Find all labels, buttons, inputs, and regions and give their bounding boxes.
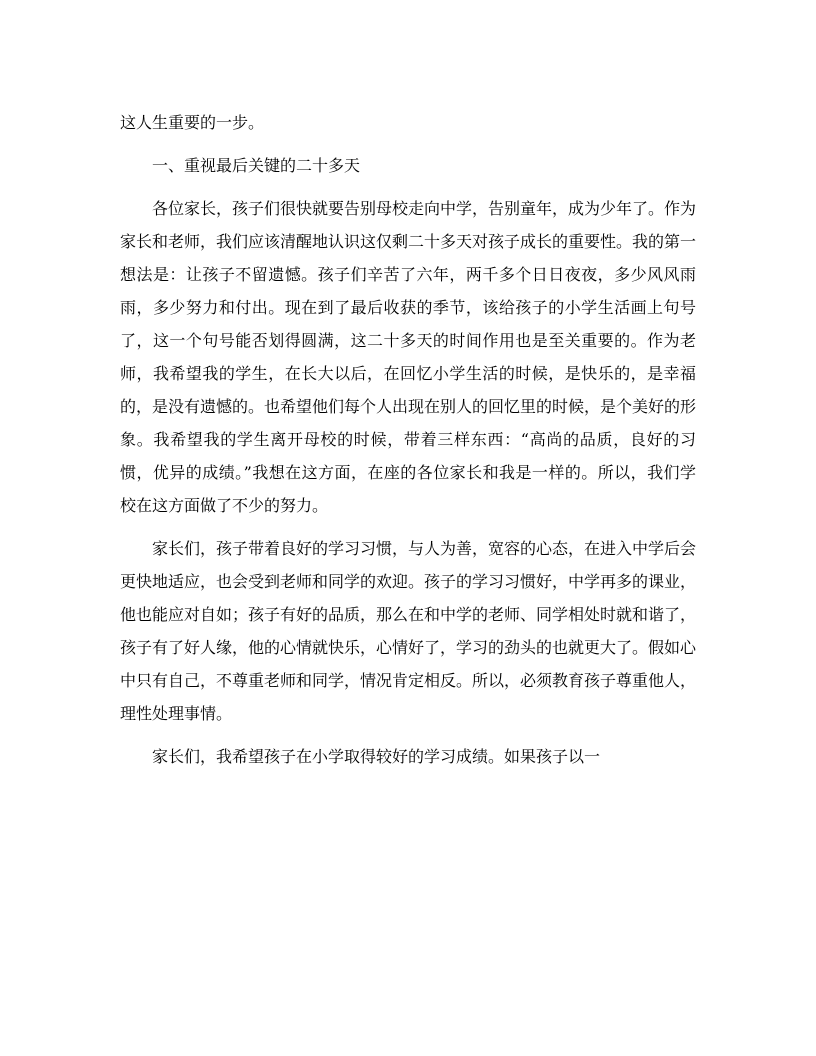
paragraph-grades: 家长们，我希望孩子在小学取得较好的学习成绩。如果孩子以一 [152,747,601,766]
paragraph-continuation: 这人生重要的一步。 [120,113,265,132]
section-heading: 一、重视最后关键的二十多天 [152,156,361,175]
document-body [120,106,696,773]
paragraph-farewell: 各位家长，孩子们很快就要告别母校走向中学，告别童年，成为少年了。作为家长和老师，我们应该清醒地认识这仅剩二十多天对孩子成长的重要性。我的第一想法是：让孩子不留遗憾。孩子们辛苦了六年，两千多个日日夜夜，多少风风雨雨，多少努力和付出。现在到了最后收获的季节，该给孩子的小学生活画上句号了，这一个句号能否划得圆满，这二十多天的时间作用也是至关重要的。作为老师，我希望我的学生，在长大以后，在回忆小学生活的时候，是快乐的，是幸福的，是没有遗憾的。也希望他们每个人出现在别人的回忆里的时候，是个美好的形象。我希望我的学生离开母校的时候，带着三样东西：“高尚的品质，良好的习惯，优异的成绩。”我想在这方面，在座的各位家长和我是一样的。所以，我们学校在这方面做了不少的努力。 [120,199,697,515]
paragraph-habits: 家长们，孩子带着良好的学习习惯，与人为善，宽容的心态，在进入中学后会更快地适应，也会受到老师和同学的欢迎。孩子的学习习惯好，中学再多的课业，他也能应对自如；孩子有好的品质，那么在和中学的老师、同学相处时就和谐了，孩子有了好人缘，他的心情就快乐，心情好了，学习的劲头的也就更大了。假如心中只有自己，不尊重老师和同学，情况肯定相反。所以，必须教育孩子尊重他人，理性处理事情。 [120,539,697,723]
